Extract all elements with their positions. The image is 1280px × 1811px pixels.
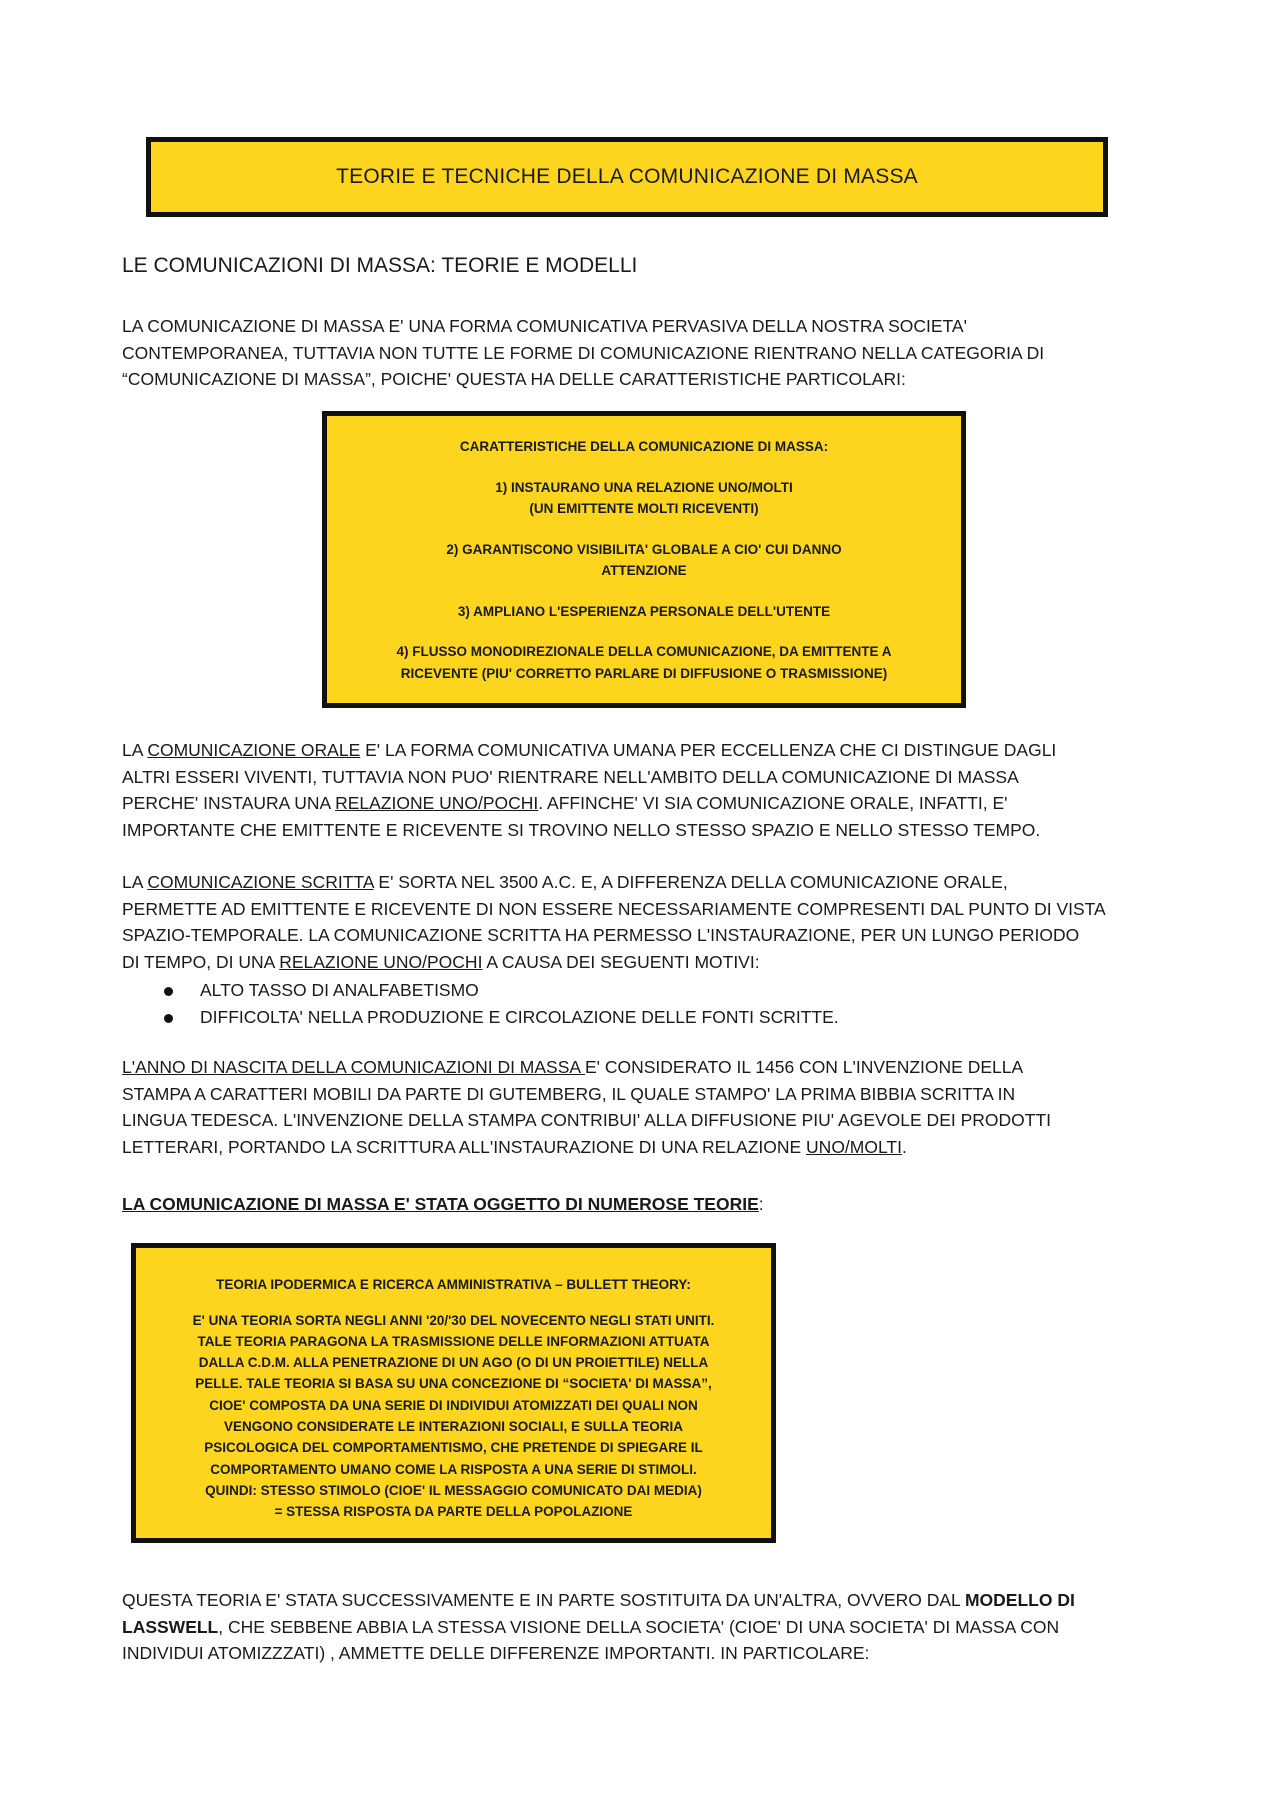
characteristic-line: 3) AMPLIANO L'ESPERIENZA PERSONALE DELL'UTENTE — [457, 603, 831, 619]
intro-paragraph — [122, 313, 1182, 393]
lasswell-line: INDIVIDUI ATOMIZZZATI) , AMMETTE DELLE DIFFERENZE IMPORTANTI. IN PARTICOLARE: — [122, 1643, 870, 1663]
text-span: , CHE SEBBENE ABBIA LA STESSA VISIONE DELLA SOCIETA' (CIOE' DI UNA SOCIETA' DI MASSA CON — [218, 1616, 1060, 1637]
written-line — [122, 949, 1182, 976]
theory-line: PELLE. TALE TEORIA SI BASA SU UNA CONCEZIONE DI “SOCIETA' DI MASSA”, — [195, 1376, 712, 1392]
oral-line: IMPORTANTE CHE EMITTENTE E RICEVENTE SI TROVINO NELLO STESSO SPAZIO E NELLO STESSO TEMPO. — [122, 819, 1041, 840]
text-span: A CAUSA DEI SEGUENTI MOTIVI: — [482, 951, 760, 972]
theories-heading — [122, 1191, 1182, 1218]
intro-line: LA COMUNICAZIONE DI MASSA E' UNA FORMA COMUNICATIVA PERVASIVA DELLA NOSTRA SOCIETA' — [122, 316, 967, 336]
underlined-term: RELAZIONE UNO/POCHI — [279, 951, 483, 972]
theories-heading-text: LA COMUNICAZIONE DI MASSA E' STATA OGGETTO DI NUMEROSE TEORIE — [122, 1194, 759, 1214]
text-span: QUESTA TEORIA E' STATA SUCCESSIVAMENTE E IN PARTE SOSTITUITA DA UN'ALTRA, OVVERO DAL — [122, 1590, 965, 1610]
document-title-box — [146, 137, 1108, 217]
text-span: . AFFINCHE' VI SIA COMUNICAZIONE ORALE, INFATTI, E' — [538, 793, 1008, 813]
theory-line: COMPORTAMENTO UMANO COME LA RISPOSTA A UNA SERIE DI STIMOLI. — [210, 1461, 697, 1477]
bold-term: LASSWELL — [122, 1616, 219, 1637]
birth-paragraph — [122, 1054, 1182, 1160]
characteristic-item — [327, 601, 961, 623]
theory-line: = STESSA RISPOSTA DA PARTE DELLA POPOLAZIONE — [274, 1504, 633, 1520]
text-span: E' LA FORMA COMUNICATIVA UMANA PER ECCELLENZA CHE CI DISTINGUE DAGLI — [360, 740, 1057, 760]
list-item-text: DIFFICOLTA' NELLA PRODUZIONE E CIRCOLAZIONE DELLE FONTI SCRITTE. — [200, 1007, 839, 1027]
characteristic-line: 2) GARANTISCONO VISIBILITA' GLOBALE A CIO' CUI DANNO — [446, 541, 842, 557]
underlined-term: RELAZIONE UNO/POCHI — [335, 793, 539, 813]
theory-line: QUINDI: STESSO STIMOLO (CIOE' IL MESSAGGIO COMUNICATO DAI MEDIA) — [205, 1482, 702, 1498]
theory-line: E' UNA TEORIA SORTA NEGLI ANNI '20/'30 DEL NOVECENTO NEGLI STATI UNITI. — [192, 1312, 715, 1328]
underlined-term: COMUNICAZIONE SCRITTA — [147, 872, 374, 892]
text-span: LA — [122, 740, 148, 760]
characteristic-line: 1) INSTAURANO UNA RELAZIONE UNO/MOLTI — [495, 479, 793, 495]
text-span: E' SORTA NEL 3500 A.C. E, A DIFFERENZA DELLA COMUNICAZIONE ORALE, — [373, 872, 1008, 892]
text-span: LA — [122, 872, 148, 892]
text-span: LETTERARI, PORTANDO LA SCRITTURA ALL'INSTAURAZIONE DI UNA RELAZIONE — [122, 1136, 807, 1157]
theory-line: TALE TEORIA PARAGONA LA TRASMISSIONE DELLE INFORMAZIONI ATTUATA — [197, 1333, 710, 1349]
characteristics-box — [322, 411, 966, 708]
theory-line: VENGONO CONSIDERATE LE INTERAZIONI SOCIALI, E SULLA TEORIA — [223, 1418, 684, 1434]
text-span: E' CONSIDERATO IL 1456 CON L'INVENZIONE DELLA — [584, 1057, 1024, 1077]
theory-box-heading: TEORIA IPODERMICA E RICERCA AMMINISTRATIVA – BULLETT THEORY: — [216, 1277, 691, 1292]
characteristic-line: (UN EMITTENTE MOLTI RICEVENTI) — [529, 501, 759, 516]
written-line — [122, 869, 1182, 896]
underlined-term: L'ANNO DI NASCITA DELLA COMUNICAZIONI DI MASSA — [122, 1057, 585, 1077]
birth-line — [122, 1054, 1182, 1081]
written-communication-paragraph — [122, 869, 1182, 975]
document-title: TEORIE E TECNICHE DELLA COMUNICAZIONE DI MASSA — [336, 165, 918, 188]
bullet-icon — [164, 1014, 173, 1023]
oral-line: ALTRI ESSERI VIVENTI, TUTTAVIA NON PUO' RIENTRARE NELL'AMBITO DELLA COMUNICAZIONE DI MASSA — [122, 766, 1019, 787]
intro-line: “COMUNICAZIONE DI MASSA”, POICHE' QUESTA HA DELLE CARATTERISTICHE PARTICOLARI: — [122, 369, 906, 389]
written-line: SPAZIO-TEMPORALE. LA COMUNICAZIONE SCRITTA HA PERMESSO L'INSTAURAZIONE, PER UN LUNGO PERIODO — [122, 925, 1080, 945]
birth-line: STAMPA A CARATTERI MOBILI DA PARTE DI GUTEMBERG, IL QUALE STAMPO' LA PRIMA BIBBIA SCRITTA IN — [122, 1083, 1016, 1104]
list-item — [122, 977, 839, 1004]
oral-line — [122, 790, 1182, 817]
underlined-term: UNO/MOLTI — [806, 1136, 902, 1157]
oral-communication-paragraph — [122, 737, 1182, 843]
text-span: . — [901, 1136, 907, 1157]
bold-term: MODELLO DI — [964, 1590, 1075, 1610]
underlined-term: COMUNICAZIONE ORALE — [147, 740, 361, 760]
reasons-list — [122, 977, 839, 1031]
text-span: DI TEMPO, DI UNA — [122, 951, 280, 972]
section-subtitle: LE COMUNICAZIONI DI MASSA: TEORIE E MODELLI — [122, 254, 638, 277]
characteristic-line: RICEVENTE (PIU' CORRETTO PARLARE DI DIFFUSIONE O TRASMISSIONE) — [400, 665, 888, 681]
text-span: : — [758, 1194, 764, 1214]
text-span: PERCHE' INSTAURA UNA — [122, 793, 336, 813]
oral-line — [122, 737, 1182, 764]
theory-box-body — [164, 1310, 743, 1523]
characteristic-item — [327, 477, 961, 520]
theory-line: CIOE' COMPOSTA DA UNA SERIE DI INDIVIDUI ATOMIZZATI DEI QUALI NON — [209, 1397, 698, 1413]
list-item-text: ALTO TASSO DI ANALFABETISMO — [200, 980, 479, 1000]
written-line: PERMETTE AD EMITTENTE E RICEVENTE DI NON ESSERE NECESSARIAMENTE COMPRESENTI DAL PUNTO DI VISTA — [122, 898, 1106, 919]
characteristic-line: 4) FLUSSO MONODIREZIONALE DELLA COMUNICAZIONE, DA EMITTENTE A — [396, 644, 892, 659]
lasswell-line — [122, 1614, 1182, 1641]
theory-line: DALLA C.D.M. ALLA PENETRAZIONE DI UN AGO (O DI UN PROIETTILE) NELLA — [198, 1355, 709, 1371]
characteristic-item — [327, 641, 961, 684]
lasswell-paragraph — [122, 1587, 1182, 1667]
bullet-icon — [164, 987, 173, 996]
characteristics-heading: CARATTERISTICHE DELLA COMUNICAZIONE DI MASSA: — [459, 439, 829, 454]
list-item — [122, 1004, 839, 1031]
birth-line: LINGUA TEDESCA. L'INVENZIONE DELLA STAMPA CONTRIBUI' ALLA DIFFUSIONE PIU' AGEVOLE DEI PRODOTTI — [122, 1110, 1052, 1130]
theory-box — [131, 1243, 776, 1543]
theory-line: PSICOLOGICA DEL COMPORTAMENTISMO, CHE PRETENDE DI SPIEGARE IL — [204, 1440, 703, 1456]
lasswell-line — [122, 1587, 1182, 1614]
intro-line: CONTEMPORANEA, TUTTAVIA NON TUTTE LE FORME DI COMUNICAZIONE RIENTRANO NELLA CATEGORIA DI — [122, 342, 1045, 363]
characteristic-line: ATTENZIONE — [601, 563, 687, 578]
birth-line — [122, 1134, 1182, 1161]
characteristic-item — [327, 539, 961, 582]
